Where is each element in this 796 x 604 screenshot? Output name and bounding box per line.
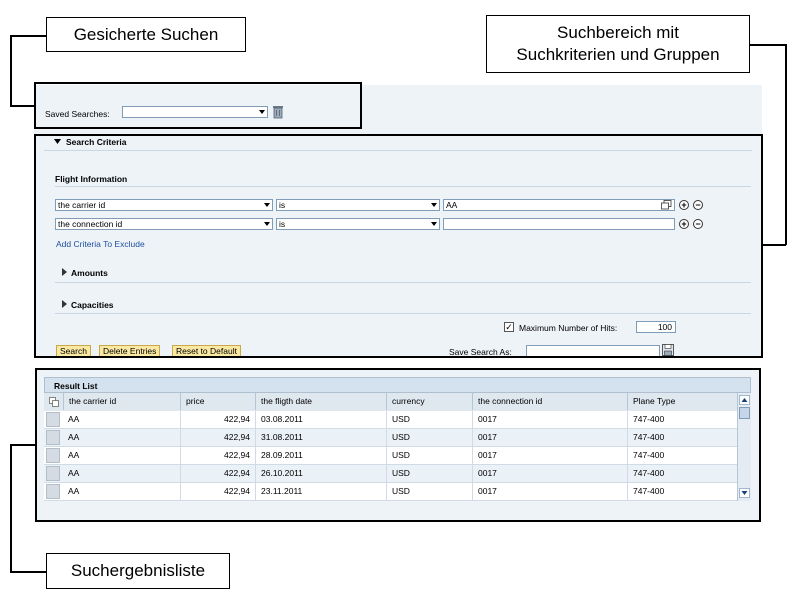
connector-line bbox=[10, 444, 36, 446]
cell-connection-id: 0017 bbox=[473, 483, 628, 500]
cell-connection-id: 0017 bbox=[473, 447, 628, 464]
cell-flight-date: 28.09.2011 bbox=[256, 447, 387, 464]
connector-line bbox=[10, 35, 46, 37]
result-list-frame bbox=[35, 368, 761, 522]
cell-currency: USD bbox=[387, 465, 473, 482]
connector-line bbox=[10, 105, 34, 107]
cell-plane-type: 747-400 bbox=[633, 432, 665, 442]
cell-connection-id: 0017 bbox=[473, 465, 628, 482]
column-header-currency[interactable]: currency bbox=[387, 393, 473, 410]
cell-currency: USD bbox=[387, 429, 473, 446]
remove-criteria-icon[interactable]: − bbox=[693, 219, 703, 229]
criteria-operator-value: is bbox=[279, 200, 286, 210]
max-hits-value: 100 bbox=[657, 322, 672, 332]
callout-saved-searches bbox=[46, 17, 246, 52]
max-hits-label: Maximum Number of Hits: bbox=[519, 323, 618, 333]
remove-criteria-icon[interactable]: − bbox=[693, 200, 703, 210]
connector-line bbox=[763, 244, 786, 246]
delete-entries-button[interactable]: Delete Entries bbox=[99, 345, 160, 357]
cell-flight-date: 03.08.2011 bbox=[256, 411, 387, 428]
search-criteria-title[interactable]: Search Criteria bbox=[66, 137, 127, 147]
callout-search-area bbox=[486, 15, 750, 73]
reset-default-button[interactable]: Reset to Default bbox=[172, 345, 241, 357]
cell-currency: USD bbox=[387, 447, 473, 464]
cell-flight-date: 26.10.2011 bbox=[256, 465, 387, 482]
cell-carrier-id: AA bbox=[63, 429, 181, 446]
callout-result-list-text: Suchergebnisliste bbox=[70, 561, 206, 580]
column-header-price[interactable]: price bbox=[181, 393, 256, 410]
callout-saved-searches-text: Gesicherte Suchen bbox=[73, 24, 219, 44]
add-criteria-icon[interactable]: + bbox=[679, 219, 689, 229]
flight-information-title: Flight Information bbox=[55, 174, 128, 184]
cell-price: 422,94 bbox=[181, 429, 256, 446]
cell-plane-type: 747-400 bbox=[633, 414, 665, 424]
cell-flight-date: 23.11.2011 bbox=[256, 483, 387, 500]
cell-price: 422,94 bbox=[181, 465, 256, 482]
connector-line bbox=[750, 44, 786, 46]
saved-searches-label: Saved Searches: bbox=[45, 109, 110, 119]
cell-currency: USD bbox=[387, 483, 473, 500]
cell-carrier-id: AA bbox=[63, 465, 181, 482]
cell-plane-type: 747-400 bbox=[633, 450, 665, 460]
callout-result-list bbox=[46, 553, 230, 589]
criteria-operator-value: is bbox=[279, 219, 286, 229]
cell-price: 422,94 bbox=[181, 447, 256, 464]
search-button[interactable]: Search bbox=[56, 345, 91, 357]
cell-connection-id: 0017 bbox=[473, 429, 628, 446]
capacities-group-title[interactable]: Capacities bbox=[71, 300, 114, 310]
column-header-connection-id[interactable]: the connection id bbox=[473, 393, 628, 410]
column-header-carrier-id[interactable]: the carrier id bbox=[63, 393, 181, 410]
add-criteria-exclude-link[interactable]: Add Criteria To Exclude bbox=[56, 239, 145, 249]
cell-connection-id: 0017 bbox=[473, 411, 628, 428]
cell-currency: USD bbox=[387, 411, 473, 428]
result-list-title: Result List bbox=[54, 381, 98, 391]
column-header-plane-type[interactable]: Plane Type bbox=[633, 396, 676, 406]
connector-line bbox=[10, 444, 12, 572]
criteria-field-value: the connection id bbox=[58, 219, 123, 229]
cell-plane-type: 747-400 bbox=[633, 468, 665, 478]
cell-plane-type: 747-400 bbox=[633, 486, 665, 496]
connector-line bbox=[785, 44, 787, 245]
criteria-value-text: AA bbox=[446, 200, 458, 210]
criteria-field-value: the carrier id bbox=[58, 200, 106, 210]
connector-line bbox=[10, 35, 12, 106]
saved-searches-frame bbox=[34, 82, 362, 129]
cell-price: 422,94 bbox=[181, 411, 256, 428]
amounts-group-title[interactable]: Amounts bbox=[71, 268, 108, 278]
max-hits-checkbox[interactable]: ✓ bbox=[505, 322, 513, 332]
callout-search-area-text-1: Suchbereich mit bbox=[557, 23, 679, 42]
add-criteria-icon[interactable]: + bbox=[679, 200, 689, 210]
callout-search-area-text-2: Suchkriterien und Gruppen bbox=[516, 45, 720, 64]
search-area-frame bbox=[34, 134, 763, 358]
cell-price: 422,94 bbox=[181, 483, 256, 500]
cell-carrier-id: AA bbox=[63, 447, 181, 464]
save-search-label: Save Search As: bbox=[449, 347, 512, 357]
column-header-flight-date[interactable]: the fligth date bbox=[256, 393, 387, 410]
cell-carrier-id: AA bbox=[63, 411, 181, 428]
connector-line bbox=[10, 571, 46, 573]
cell-carrier-id: AA bbox=[63, 483, 181, 500]
cell-flight-date: 31.08.2011 bbox=[256, 429, 387, 446]
